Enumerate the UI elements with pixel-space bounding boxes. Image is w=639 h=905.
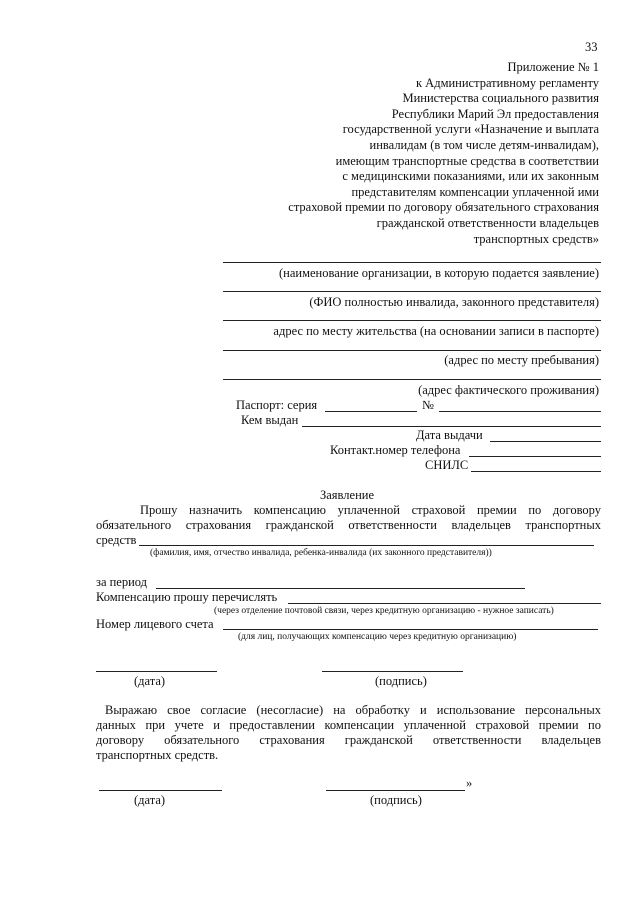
appendix-line: государственной услуги «Назначение и выплата: [342, 122, 599, 137]
appendix-line: гражданской ответственности владельцев: [376, 215, 599, 230]
consent-signature-field[interactable]: [326, 790, 465, 791]
organization-field[interactable]: [223, 262, 601, 263]
appendix-line: страховой премии по договору обязательного страхования: [288, 200, 599, 215]
appendix-line: с медицинскими показаниями, или их законным: [342, 169, 599, 184]
appendix-line: Республики Марий Эл предоставления: [391, 106, 599, 121]
appendix-line: Приложение № 1: [507, 60, 599, 74]
application-body-line: Прошу назначить компенсацию уплаченной страховой премии по договору: [140, 503, 601, 517]
application-date-caption: (дата): [134, 674, 166, 688]
application-body-line: средств: [96, 533, 137, 547]
consent-line: данных при учете и предоставлении компенсации уплаченной страховой премии по: [96, 718, 601, 732]
consent-line: договору обязательного страхования гражданской ответственности владельцев: [96, 733, 601, 747]
issued-by-field[interactable]: [302, 426, 601, 427]
application-date-field[interactable]: [96, 671, 217, 672]
passport-series-field[interactable]: [325, 411, 417, 412]
actual-address-caption: (адрес фактического проживания): [418, 383, 599, 397]
residence-address-field[interactable]: [223, 320, 601, 321]
appendix-line: транспортных средств»: [473, 231, 599, 246]
consent-date-field[interactable]: [99, 790, 222, 791]
phone-field[interactable]: [469, 456, 601, 457]
appendix-line: имеющим транспортные средства в соответствии: [335, 153, 599, 168]
issue-date-label: Дата выдачи: [416, 428, 483, 442]
closing-quote: »: [466, 776, 473, 790]
consent-line: Выражаю свое согласие (несогласие) на обработку и использование персональных: [105, 703, 601, 717]
passport-number-label: №: [422, 398, 434, 412]
stay-address-caption: (адрес по месту пребывания): [444, 353, 599, 367]
residence-address-caption: адрес по месту жительства (на основании записи в паспорте): [273, 324, 599, 338]
page-number: 33: [585, 40, 598, 54]
consent-line: транспортных средств.: [96, 748, 219, 762]
issue-date-field[interactable]: [490, 441, 601, 442]
snils-field[interactable]: [471, 471, 601, 472]
passport-series-label: Паспорт: серия: [236, 398, 318, 412]
appendix-line: Министерства социального развития: [402, 91, 599, 106]
stay-address-field[interactable]: [223, 350, 601, 351]
appendix-header: [288, 60, 599, 247]
application-title: Заявление: [320, 488, 375, 502]
period-label: за период: [96, 575, 148, 589]
consent-signature-caption: (подпись): [370, 793, 422, 807]
transfer-caption: (через отделение почтовой связи, через кредитную организацию - нужное записать): [214, 606, 554, 616]
organization-caption: (наименование организации, в которую подается заявление): [278, 266, 599, 280]
appendix-line: к Административному регламенту: [415, 75, 599, 90]
fio-caption: (ФИО полностью инвалида, законного представителя): [309, 295, 599, 309]
appendix-line: инвалидам (в том числе детям-инвалидам),: [369, 137, 599, 152]
applicant-name-caption: (фамилия, имя, отчество инвалида, ребенка-инвалида (их законного представителя)): [150, 548, 492, 558]
actual-address-field[interactable]: [223, 379, 601, 380]
phone-label: Контакт.номер телефона: [330, 443, 461, 457]
account-caption: (для лиц, получающих компенсацию через кредитную организацию): [238, 632, 517, 642]
application-body-line: обязательного страхования гражданской ответственности владельцев транспортных: [96, 518, 601, 532]
account-number-field[interactable]: [223, 629, 598, 630]
period-field[interactable]: [156, 588, 525, 589]
fio-field[interactable]: [223, 291, 601, 292]
account-label: Номер лицевого счета: [96, 617, 214, 631]
issued-by-label: Кем выдан: [241, 413, 299, 427]
transfer-label: Компенсацию прошу перечислять: [96, 590, 278, 604]
snils-label: СНИЛС: [425, 458, 469, 472]
appendix-line: представителям компенсации уплаченной ими: [351, 184, 599, 199]
transfer-method-field[interactable]: [288, 603, 601, 604]
passport-number-field[interactable]: [439, 411, 601, 412]
application-signature-caption: (подпись): [375, 674, 427, 688]
application-signature-field[interactable]: [322, 671, 463, 672]
applicant-name-field[interactable]: [139, 545, 594, 546]
consent-date-caption: (дата): [134, 793, 166, 807]
